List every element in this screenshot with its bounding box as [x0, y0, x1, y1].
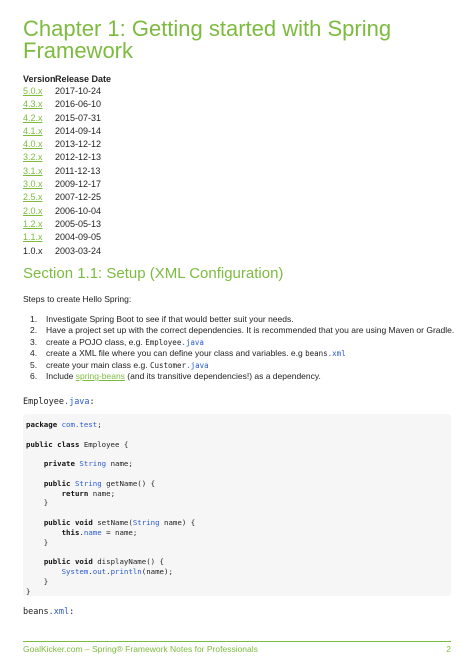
version-row [23, 245, 111, 258]
spring-beans-link[interactable]: spring-beans [75, 370, 125, 381]
header-version: Version [23, 74, 56, 84]
version-rows [23, 85, 111, 258]
release-date: 2012-12-13 [55, 152, 102, 163]
step-item: 5. create your main class e.g. Customer.java [30, 359, 209, 370]
version-row [23, 218, 111, 231]
version-text: 1.0.x [23, 245, 43, 256]
version-row [23, 125, 111, 138]
release-date: 2017-10-24 [55, 86, 102, 96]
version-link[interactable]: 4.0.x [23, 139, 43, 150]
version-row [23, 178, 111, 191]
version-row [23, 191, 111, 204]
version-row [23, 205, 111, 218]
version-link[interactable]: 5.0.x [23, 86, 43, 96]
inline-code: Employee.java [145, 337, 204, 347]
release-date: 2005-05-13 [55, 218, 102, 229]
section-title: Section 1.1: Setup (XML Configuration) [23, 265, 284, 282]
code-content: package com.test; public class Employee { private String name; public String getName() { return name; } public void setName(String name) { this.name = name; } public void displayName() { System.out.println(name); } } [26, 420, 196, 596]
version-row [23, 151, 111, 164]
version-table-header [23, 73, 111, 85]
version-link[interactable]: 4.2.x [23, 112, 43, 123]
code-block [23, 414, 451, 596]
step-item: 6. Include spring-beans (and its transitive dependencies!) as a dependency. [30, 370, 321, 381]
release-date: 2004-09-05 [55, 232, 102, 243]
step-item: 4. create a XML file where you can define your class and variables. e.g beans.xml [30, 348, 346, 359]
step-item: 1. Investigate Spring Boot to see if that would better suit your needs. [30, 314, 294, 324]
version-row [23, 98, 111, 111]
footer-divider [23, 641, 451, 642]
version-row [23, 138, 111, 151]
version-link[interactable]: 2.0.x [23, 205, 43, 216]
version-row [23, 231, 111, 244]
version-link[interactable]: 3.0.x [23, 179, 43, 190]
employee-file-label: Employee.java: [23, 397, 95, 407]
version-row [23, 85, 111, 98]
step-item: 2. Have a project set up with the correct dependencies. It is recommended that you are using Maven or Gradle. [30, 325, 455, 336]
inline-code: beans.xml [305, 349, 346, 359]
version-link[interactable]: 3.1.x [23, 165, 43, 176]
version-row [23, 165, 111, 178]
version-link[interactable]: 4.1.x [23, 125, 43, 136]
release-date: 2015-07-31 [55, 112, 102, 123]
version-table [23, 73, 111, 258]
header-release-date: Release Date [55, 74, 112, 84]
version-link[interactable]: 2.5.x [23, 192, 43, 203]
page-number: 2 [446, 644, 451, 654]
release-date: 2006-10-04 [55, 205, 102, 216]
version-link[interactable]: 1.2.x [23, 218, 43, 229]
step-item: 3. create a POJO class, e.g. Employee.java [30, 336, 204, 347]
steps-list [30, 314, 460, 382]
inline-code: Customer.java [149, 360, 209, 370]
version-row [23, 112, 111, 125]
release-date: 2016-06-10 [55, 99, 102, 110]
version-link[interactable]: 4.3.x [23, 99, 43, 110]
chapter-title: Chapter 1: Getting started with Spring Framework [23, 16, 392, 63]
release-date: 2013-12-12 [55, 139, 102, 150]
version-link[interactable]: 1.1.x [23, 232, 43, 243]
release-date: 2003-03-24 [55, 245, 102, 256]
release-date: 2007-12-25 [55, 192, 102, 203]
beans-file-label: beans.xml: [23, 607, 75, 617]
release-date: 2014-09-14 [55, 125, 102, 136]
release-date: 2011-12-13 [55, 165, 101, 176]
release-date: 2009-12-17 [55, 179, 102, 190]
section-intro: Steps to create Hello Spring: [23, 294, 132, 304]
version-link[interactable]: 3.2.x [23, 152, 43, 163]
footer-text: GoalKicker.com – Spring® Framework Notes for Professionals [23, 644, 258, 654]
